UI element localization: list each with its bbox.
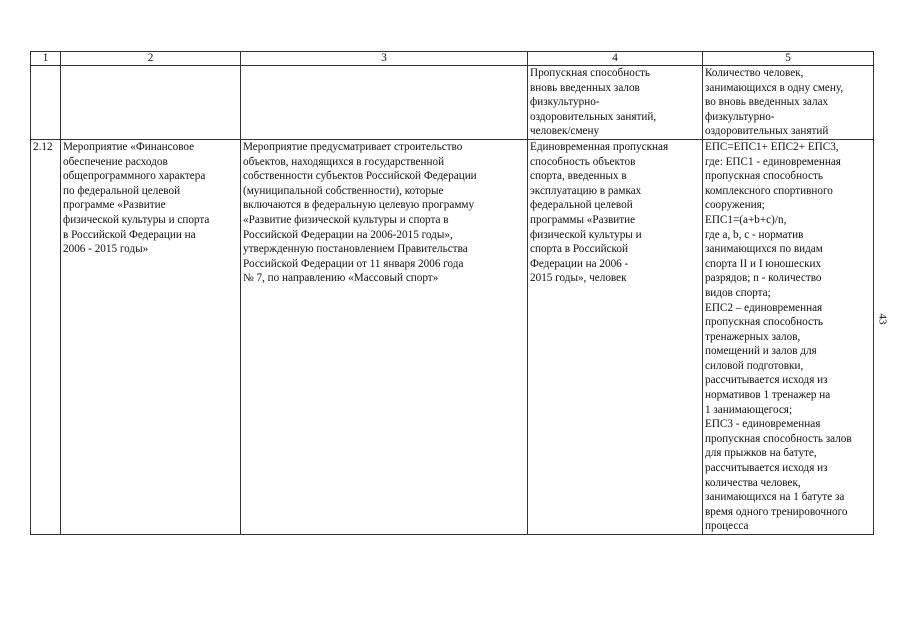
document-table [30,51,874,535]
header-cell-2: 2 [61,52,241,66]
measure-description: Мероприятие предусматривает строительство объектов, находящихся в государственной собственности субъектов Российской Федерации (муниципальной собственности), которые включаются в федеральную целевую программу «Развитие физической культуры и спорта в Российской Федерации на 2006-2015 годы», утвержденную постановлением Правительства Российской Федерации от 11 января 2006 года № 7, по направлению «Массовый спорт» [243,140,477,285]
header-row [31,52,874,66]
row-number: 2.12 [33,140,53,153]
header-cell-1: 1 [31,52,61,66]
formula-cell [703,139,874,534]
header-cell-3: 3 [241,52,528,66]
subheader-row [31,66,874,140]
header-cell-4: 4 [528,52,703,66]
subheader-cell-1 [31,66,61,140]
measure-name: Мероприятие «Финансовое обеспечение расходов общепрограммного характера по федеральной целевой программе «Развитие физической культуры и спорта в Российской Федерации на 2006 - 2015 годы» [63,140,210,256]
subheader-cell-3 [241,66,528,140]
measure-name-cell [61,139,241,534]
subheader-cell-4 [528,66,703,140]
formula-text: ЕПС=ЕПС1+ ЕПС2+ ЕПС3, где: ЕПС1 - единовременная пропускная способность комплексного спортивного сооружения; ЕПС1=(a+b+c)/n, где a, b, c - норматив занимающихся по видам спорта II и I юношеских разрядов; n - количество видов спорта; ЕПС2 – единовременная пропускная способность тренажерных залов, помещений и залов для силовой подготовки, рассчитывается исходя из нормативов 1 тренажер на 1 занимающегося; ЕПС3 - единовременная пропускная способность залов для прыжков на батуте, рассчитывается исходя из количества человек, занимающихся на 1 батуте за время одного тренировочного процесса [705,140,852,533]
indicator-text: Единовременная пропускная способность объектов спорта, введенных в эксплуатацию в рамках федеральной целевой программы «Развитие физической культуры и спорта в Российской Федерации на 2006 - 2015 годы», человек [530,140,669,285]
subheader-cell-5 [703,66,874,140]
measure-description-cell [241,139,528,534]
row-number-cell [31,139,61,534]
subheader-cell-2 [61,66,241,140]
indicator-cell [528,139,703,534]
capacity-indicator-label: Пропускная способность вновь введенных залов физкультурно- оздоровительных занятий, человек/смену [530,67,657,138]
header-cell-5: 5 [703,52,874,66]
table-row [31,139,874,534]
people-count-label: Количество человек, занимающихся в одну смену, во вновь введенных залах физкультурно- оздоровительных занятий [705,67,844,138]
page-number: 43 [876,313,889,325]
